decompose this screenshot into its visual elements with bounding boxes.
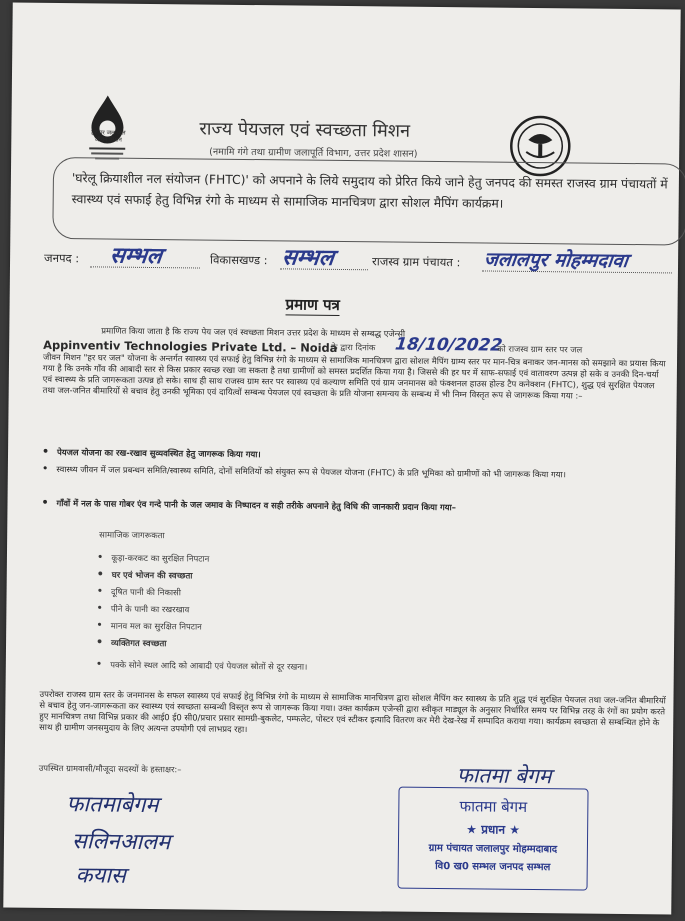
villager-signature-3: कयास [75, 863, 126, 889]
para1-line3: को राजस्व ग्राम स्तर पर जल [497, 343, 583, 355]
program-banner [52, 157, 685, 246]
para1-date-label: के द्वारा दिनांक [331, 341, 376, 353]
sub-item-4: • पीने के पानी का रखरखाव [96, 602, 189, 615]
sub-item-1: • कूड़ा-करकट का सुरक्षित निपटान [97, 551, 209, 564]
para2: उपरोक्त राजस्व ग्राम स्तर के जनमानस के सफल स्वास्थ्य एवं सफाई हेतु विभिन्न रंगो के माध्यम से सामाजिक मानचित्रण द्वारा सोशल मैपिंग कर स्वास्थ्य के प्रति शुद्ध एवं सुरक्षित पेयजल तथा जल-जनित बीमारियों से बचाव हेतु जन-जागरूकता कर स्वास्थ्य एवं स्वच्छता सम्बन्धी विस्तृत रूप से जागरूक किया गया। उक्त कार्यक्रम एजेन्सी द्वारा स्वीकृत माड्यूल के अनुसार निर्धारित समय पर विभिन्न तरह के रंगों का प्रयोग करते हुए मानचित्रण तथा विभिन्न प्रकार की आई0 ई0 सी0/प्रचार प्रसार सामग्री-बुकलेट, पम्फलेट, पोस्टर एवं स्टीकर इत्यादि वितरण कर मेरी देख-रेख में सम्पादित कराया गया। कार्यक्रम स्वच्छता से सम्बन्धित होने के साथ ही ग्रामीण जनसमुदाय के लिए अत्यन्त उपयोगी एवं लाभप्रद रहा। [39, 688, 666, 735]
district-label: जनपद : [44, 250, 80, 266]
sub-item-6: • व्यक्तिगत स्वच्छता [96, 636, 167, 649]
sub-item-3: • दूषित पानी की निकासी [97, 585, 181, 598]
sub-item-5: • मानव मल का सुरक्षित निपटान [96, 619, 202, 632]
para1-line1: प्रमाणित किया जाता है कि राज्य पेय जल एवं स्वच्छता मिशन उत्तर प्रदेश के माध्यम से सम्बद्ध एजेन्सी [101, 325, 406, 339]
sub-list-intro: सामाजिक जागरूकता [99, 529, 165, 541]
sub-item-2: • घर एवं भोजन की स्वच्छता [97, 568, 193, 581]
bullet-2: • स्वास्थ्य जीवन में जल प्रबन्धन समिति/स्वास्थ्य समिति, दोनों समितियों को संयुक्त रूप से पेयजल योजना (FHTC) के प्रति भूमिका को ग्रामीणों को भी जागरूक किया गया। [42, 463, 662, 481]
panchayat-value: जलालपुर मोहम्मदावा [482, 248, 630, 272]
panchayat-label: राजस्व ग्राम पंचायत : [371, 254, 461, 270]
bullet-1: • पेयजल योजना का रख-रखाव सुव्यवस्थित हेतु जागरूक किया गया। [42, 446, 662, 464]
para3: उपस्थित ग्रामवासी/मौजूदा सदस्यों के हस्ताक्षर:– [38, 762, 182, 775]
district-value: सम्भल [108, 243, 164, 270]
org-subtitle: (नमामि गंगे तथा ग्रामीण जलापूर्ति विभाग, उत्तर प्रदेश शासन) [209, 146, 418, 160]
certificate-title: प्रमाण पत्र [285, 295, 340, 314]
document-page [3, 3, 680, 915]
stamp-name: फातमा बेगम [459, 797, 528, 816]
block-label: विकासखण्ड : [210, 252, 268, 268]
sub-item-7: • पक्के सोने स्थल आदि को आबादी एवं पेयजल स्रोतों से दूर रखना। [96, 658, 308, 672]
block-value: सम्भल [280, 245, 336, 271]
villager-signature-1: फातमाबेगम [66, 792, 159, 819]
para1-rest: जीवन मिशन "हर घर जल" योजना के अन्तर्गत स्वास्थ्य एवं सफाई हेतु विभिन्न रंगो के माध्यम से सामाजिक मानचित्रण द्वारा सोशल मैपिंग ग्राम्य स्तर पर मान-चित्र बनाकर जन-मानस को समझाने का प्रयास किया गया है कि उनके गाँव की आबादी स्तर से किस प्रकार स्वच्छ रखा जा सकता है तथा ग्रामीणों को समस्त प्रदर्शित किया गया है। जिससे की हर घर में साफ-सफाई एवं वातावरण उत्पन्न हो सके व उनकी दिन-चर्या एवं स्वास्थ्य के प्रति जागरूकता उत्पन्न हो सके। साथ ही साथ राजस्व ग्राम स्तर पर स्वास्थ्य एवं कल्याण समिति एवं ग्राम जनमानस को फंक्शनल हाउस होल्ड टैप कनेक्शन (FHTC), शुद्ध एवं सुरक्षित पेयजल तथा जल-जनित बीमारियों से बचाव हेतु उनकी भूमिका एवं दायित्वों सम्बन्ध पेयजल एवं स्वच्छता के प्रति योजना समन्वय के सम्बन्ध में भी निम्न विस्तृत रूप से जागरूक किया गया :– [42, 351, 666, 401]
jal-jeevan-mission-logo [77, 91, 138, 162]
left-logo-caption: हर घर जल जल जीवन मिशन [91, 129, 126, 144]
stamp-line-2: वि0 ख0 सम्भल जनपद सम्भल [435, 860, 551, 874]
stamp-role: ★ प्रधान ★ [466, 822, 521, 837]
bullet-3: • गाँवों में नल के पास गोबर एंव गन्दे पानी के जल जमाव के निष्पादन व सही तरीके अपनाने हेतु विधि की जानकारी प्रदान किया गया– [41, 497, 661, 515]
program-date: 18/10/2022 [394, 334, 504, 356]
org-title: राज्य पेयजल एवं स्वच्छता मिशन [199, 118, 411, 142]
villager-signature-2: सलिनआलम [71, 829, 171, 856]
pradhan-signature: फातमा बेगम [456, 763, 552, 789]
banner-text: 'घरेलू क्रियाशील नल संयोजन (FHTC)' को अपनाने के लिये समुदाय को प्रेरित किये जाने हेतु जनपद की समस्त राजस्व ग्राम पंचायतों में स्वास्थ्य एवं सफाई हेतु विभिन्न रंगो के माध्यम से सामाजिक मानचित्रण द्वारा सोशल मैपिंग कार्यक्रम। [71, 171, 668, 211]
stamp-line-1: ग्राम पंचायत जलालपुर मोहम्मदाबाद [428, 842, 558, 856]
pradhan-stamp [397, 787, 588, 891]
agency-name: Appinventiv Technologies Private Ltd. – Noida [43, 337, 338, 355]
